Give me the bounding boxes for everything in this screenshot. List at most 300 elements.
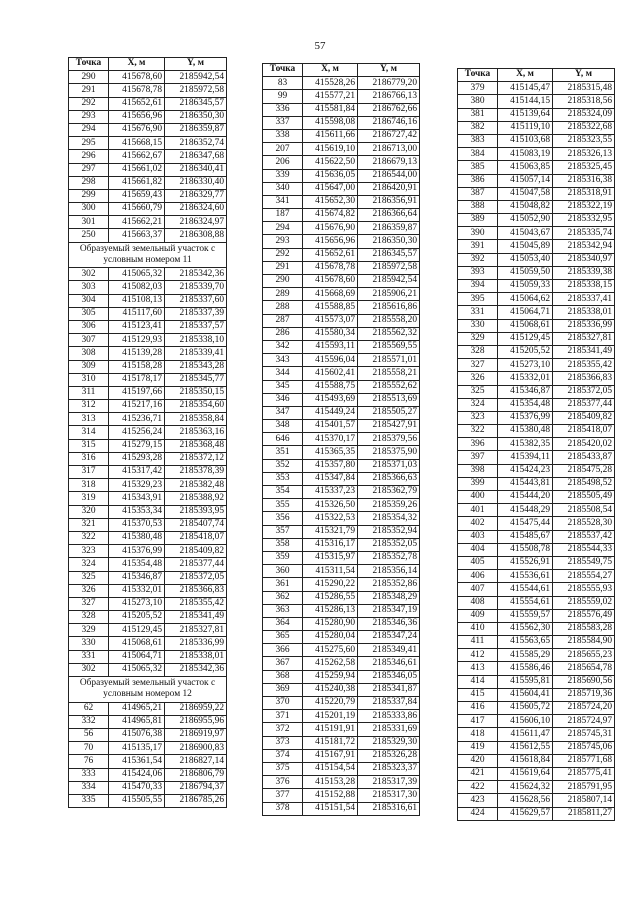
x-cell: 415559,57 bbox=[498, 609, 553, 622]
table-row bbox=[69, 189, 227, 202]
y-cell: 2185372,12 bbox=[165, 452, 227, 465]
table-row bbox=[263, 789, 420, 802]
point-cell: 335 bbox=[69, 794, 109, 807]
table-row bbox=[458, 280, 615, 293]
point-cell: 424 bbox=[458, 807, 498, 820]
point-cell: 306 bbox=[69, 320, 109, 333]
x-cell: 415659,43 bbox=[109, 189, 165, 202]
table-row bbox=[69, 307, 227, 320]
y-cell: 2185332,95 bbox=[553, 214, 615, 227]
y-cell: 2186352,74 bbox=[165, 137, 227, 150]
x-cell: 415593,11 bbox=[303, 340, 358, 353]
x-cell: 415220,79 bbox=[303, 697, 358, 710]
table-row bbox=[69, 281, 227, 294]
x-cell: 415365,35 bbox=[303, 446, 358, 459]
table-row bbox=[263, 762, 420, 775]
point-cell: 302 bbox=[69, 663, 109, 676]
table-row bbox=[458, 134, 615, 147]
table-row bbox=[263, 327, 420, 340]
table-row bbox=[263, 209, 420, 222]
x-cell: 415286,13 bbox=[303, 604, 358, 617]
y-cell: 2185340,97 bbox=[553, 253, 615, 266]
x-cell: 415554,61 bbox=[498, 596, 553, 609]
table-row bbox=[69, 268, 227, 281]
point-cell: 378 bbox=[263, 802, 303, 815]
point-cell: 329 bbox=[69, 624, 109, 637]
table-row bbox=[458, 702, 615, 715]
y-cell: 2185654,78 bbox=[553, 662, 615, 675]
point-cell: 207 bbox=[263, 143, 303, 156]
table-row bbox=[263, 486, 420, 499]
y-cell: 2185724,97 bbox=[553, 715, 615, 728]
point-cell: 405 bbox=[458, 556, 498, 569]
table-row bbox=[263, 406, 420, 419]
y-cell: 2186345,57 bbox=[165, 97, 227, 110]
x-cell: 415563,65 bbox=[498, 636, 553, 649]
y-cell: 2185316,61 bbox=[358, 802, 420, 815]
x-cell: 415347,84 bbox=[303, 472, 358, 485]
y-cell: 2185513,69 bbox=[358, 393, 420, 406]
x-cell: 415394,11 bbox=[498, 451, 553, 464]
table-row bbox=[69, 781, 227, 794]
point-cell: 328 bbox=[69, 611, 109, 624]
point-cell: 361 bbox=[263, 578, 303, 591]
table-row bbox=[263, 314, 420, 327]
y-cell: 2185379,56 bbox=[358, 433, 420, 446]
point-cell: 381 bbox=[458, 108, 498, 121]
section-heading-row bbox=[69, 242, 227, 268]
point-cell: 359 bbox=[263, 551, 303, 564]
table-row bbox=[458, 754, 615, 767]
y-cell: 2185348,29 bbox=[358, 591, 420, 604]
y-cell: 2185368,48 bbox=[165, 439, 227, 452]
table-row bbox=[69, 715, 227, 728]
x-cell: 415317,42 bbox=[109, 466, 165, 479]
x-cell: 415624,32 bbox=[498, 781, 553, 794]
x-cell: 415544,61 bbox=[498, 583, 553, 596]
y-cell: 2186329,77 bbox=[165, 189, 227, 202]
y-cell: 2185558,20 bbox=[358, 314, 420, 327]
x-cell: 415064,71 bbox=[498, 306, 553, 319]
table-row bbox=[263, 657, 420, 670]
table-row bbox=[69, 229, 227, 242]
x-cell: 415470,33 bbox=[109, 781, 165, 794]
y-cell: 2185341,49 bbox=[165, 611, 227, 624]
table-row bbox=[458, 95, 615, 108]
header-x: X, м bbox=[109, 58, 165, 71]
y-cell: 2185807,14 bbox=[553, 794, 615, 807]
table-row bbox=[458, 767, 615, 780]
table-row bbox=[69, 650, 227, 663]
header-point: Точка bbox=[69, 58, 109, 71]
x-cell: 415586,46 bbox=[498, 662, 553, 675]
point-cell: 348 bbox=[263, 420, 303, 433]
point-cell: 323 bbox=[69, 545, 109, 558]
y-cell: 2185352,86 bbox=[358, 578, 420, 591]
table-row bbox=[69, 137, 227, 150]
point-cell: 325 bbox=[458, 385, 498, 398]
point-cell: 299 bbox=[69, 189, 109, 202]
y-cell: 2185377,44 bbox=[165, 558, 227, 571]
point-cell: 376 bbox=[263, 776, 303, 789]
x-cell: 415652,61 bbox=[109, 97, 165, 110]
x-cell: 415662,67 bbox=[109, 150, 165, 163]
table-row bbox=[69, 413, 227, 426]
x-cell: 415052,90 bbox=[498, 214, 553, 227]
y-cell: 2185505,49 bbox=[553, 491, 615, 504]
point-cell: 377 bbox=[263, 789, 303, 802]
x-cell: 415045,89 bbox=[498, 240, 553, 253]
x-cell: 415353,34 bbox=[109, 505, 165, 518]
x-cell: 415064,62 bbox=[498, 293, 553, 306]
table-row bbox=[69, 505, 227, 518]
point-cell: 319 bbox=[69, 492, 109, 505]
point-cell: 187 bbox=[263, 209, 303, 222]
y-cell: 2185317,39 bbox=[358, 776, 420, 789]
y-cell: 2185972,58 bbox=[358, 261, 420, 274]
table-row bbox=[263, 525, 420, 538]
point-cell: 320 bbox=[69, 505, 109, 518]
table-row bbox=[458, 807, 615, 820]
point-cell: 407 bbox=[458, 583, 498, 596]
y-cell: 2185337,57 bbox=[165, 320, 227, 333]
point-cell: 328 bbox=[458, 345, 498, 358]
x-cell: 415152,88 bbox=[303, 789, 358, 802]
x-cell: 415668,15 bbox=[109, 137, 165, 150]
y-cell: 2185655,23 bbox=[553, 649, 615, 662]
y-cell: 2185323,37 bbox=[358, 762, 420, 775]
header-y: Y, м bbox=[165, 58, 227, 71]
y-cell: 2186727,42 bbox=[358, 129, 420, 142]
x-cell: 415401,57 bbox=[303, 420, 358, 433]
x-cell: 415573,07 bbox=[303, 314, 358, 327]
table-row bbox=[263, 551, 420, 564]
table-row bbox=[263, 776, 420, 789]
point-cell: 379 bbox=[458, 82, 498, 95]
x-cell: 415191,91 bbox=[303, 723, 358, 736]
table-row bbox=[69, 624, 227, 637]
point-cell: 406 bbox=[458, 570, 498, 583]
y-cell: 2185347,24 bbox=[358, 631, 420, 644]
table-row bbox=[69, 597, 227, 610]
table-row bbox=[458, 530, 615, 543]
point-cell: 76 bbox=[69, 755, 109, 768]
table-row bbox=[263, 288, 420, 301]
table-row bbox=[69, 755, 227, 768]
point-cell: 412 bbox=[458, 649, 498, 662]
x-cell: 415656,96 bbox=[109, 110, 165, 123]
table-row bbox=[263, 301, 420, 314]
table-row bbox=[458, 332, 615, 345]
table-row bbox=[263, 723, 420, 736]
point-cell: 288 bbox=[263, 301, 303, 314]
y-cell: 2186779,20 bbox=[358, 77, 420, 90]
x-cell: 415275,60 bbox=[303, 644, 358, 657]
x-cell: 415618,84 bbox=[498, 754, 553, 767]
x-cell: 415528,26 bbox=[303, 77, 358, 90]
table-row bbox=[458, 240, 615, 253]
point-cell: 294 bbox=[263, 222, 303, 235]
table-row bbox=[458, 121, 615, 134]
point-cell: 292 bbox=[263, 248, 303, 261]
y-cell: 2185906,21 bbox=[358, 288, 420, 301]
y-cell: 2185342,94 bbox=[553, 240, 615, 253]
table-row bbox=[69, 320, 227, 333]
point-cell: 293 bbox=[263, 235, 303, 248]
point-cell: 416 bbox=[458, 702, 498, 715]
y-cell: 2185346,05 bbox=[358, 670, 420, 683]
table-row bbox=[263, 77, 420, 90]
table-row bbox=[263, 116, 420, 129]
point-cell: 352 bbox=[263, 459, 303, 472]
y-cell: 2185337,60 bbox=[165, 294, 227, 307]
point-cell: 290 bbox=[263, 275, 303, 288]
x-cell: 415286,55 bbox=[303, 591, 358, 604]
table-row bbox=[458, 253, 615, 266]
y-cell: 2185505,27 bbox=[358, 406, 420, 419]
point-cell: 393 bbox=[458, 266, 498, 279]
table-row bbox=[263, 670, 420, 683]
x-cell: 415273,10 bbox=[498, 359, 553, 372]
header-x: X, м bbox=[498, 69, 553, 82]
table-row bbox=[263, 433, 420, 446]
page-number: 57 bbox=[314, 40, 326, 52]
y-cell: 2186785,26 bbox=[165, 794, 227, 807]
x-cell: 415144,15 bbox=[498, 95, 553, 108]
point-cell: 329 bbox=[458, 332, 498, 345]
coordinates-table-right bbox=[457, 68, 615, 821]
x-cell: 415443,81 bbox=[498, 477, 553, 490]
y-cell: 2185354,60 bbox=[165, 400, 227, 413]
y-cell: 2185336,99 bbox=[165, 637, 227, 650]
coordinates-table-middle bbox=[262, 63, 420, 816]
point-cell: 293 bbox=[69, 110, 109, 123]
y-cell: 2185562,32 bbox=[358, 327, 420, 340]
x-cell: 415178,17 bbox=[109, 373, 165, 386]
y-cell: 2185418,07 bbox=[553, 425, 615, 438]
table-row bbox=[69, 492, 227, 505]
point-cell: 309 bbox=[69, 360, 109, 373]
point-cell: 327 bbox=[458, 359, 498, 372]
point-cell: 286 bbox=[263, 327, 303, 340]
x-cell: 415493,69 bbox=[303, 393, 358, 406]
x-cell: 415656,96 bbox=[303, 235, 358, 248]
point-cell: 326 bbox=[458, 372, 498, 385]
point-cell: 394 bbox=[458, 280, 498, 293]
table-row bbox=[458, 385, 615, 398]
table-row bbox=[458, 306, 615, 319]
table-row bbox=[458, 781, 615, 794]
y-cell: 2186330,40 bbox=[165, 176, 227, 189]
point-cell: 421 bbox=[458, 767, 498, 780]
point-cell: 409 bbox=[458, 609, 498, 622]
point-cell: 316 bbox=[69, 452, 109, 465]
x-cell: 415068,61 bbox=[109, 637, 165, 650]
y-cell: 2185378,39 bbox=[165, 466, 227, 479]
table-row bbox=[263, 749, 420, 762]
x-cell: 415064,71 bbox=[109, 650, 165, 663]
y-cell: 2185324,09 bbox=[553, 108, 615, 121]
y-cell: 2185363,16 bbox=[165, 426, 227, 439]
y-cell: 2185317,30 bbox=[358, 789, 420, 802]
y-cell: 2185372,05 bbox=[165, 571, 227, 584]
point-cell: 422 bbox=[458, 781, 498, 794]
y-cell: 2185352,05 bbox=[358, 538, 420, 551]
point-cell: 398 bbox=[458, 464, 498, 477]
x-cell: 415536,61 bbox=[498, 570, 553, 583]
point-cell: 364 bbox=[263, 617, 303, 630]
x-cell: 415424,06 bbox=[109, 768, 165, 781]
point-cell: 375 bbox=[263, 762, 303, 775]
x-cell: 415315,97 bbox=[303, 551, 358, 564]
y-cell: 2185420,02 bbox=[553, 438, 615, 451]
point-cell: 408 bbox=[458, 596, 498, 609]
table-header-row bbox=[69, 58, 227, 71]
point-cell: 303 bbox=[69, 281, 109, 294]
y-cell: 2186308,88 bbox=[165, 229, 227, 242]
y-cell: 2186350,30 bbox=[165, 110, 227, 123]
table-row bbox=[69, 452, 227, 465]
x-cell: 415647,00 bbox=[303, 182, 358, 195]
table-row bbox=[458, 411, 615, 424]
table-row bbox=[263, 499, 420, 512]
table-row bbox=[263, 129, 420, 142]
point-cell: 411 bbox=[458, 636, 498, 649]
x-cell: 415236,71 bbox=[109, 413, 165, 426]
point-cell: 417 bbox=[458, 715, 498, 728]
point-cell: 386 bbox=[458, 174, 498, 187]
y-cell: 2185339,41 bbox=[165, 347, 227, 360]
x-cell: 415129,93 bbox=[109, 334, 165, 347]
x-cell: 415424,23 bbox=[498, 464, 553, 477]
x-cell: 414965,81 bbox=[109, 715, 165, 728]
table-row bbox=[69, 663, 227, 676]
point-cell: 410 bbox=[458, 622, 498, 635]
y-cell: 2185350,15 bbox=[165, 386, 227, 399]
y-cell: 2185576,49 bbox=[553, 609, 615, 622]
table-row bbox=[263, 578, 420, 591]
y-cell: 2185433,87 bbox=[553, 451, 615, 464]
y-cell: 2185322,19 bbox=[553, 200, 615, 213]
table-row bbox=[458, 570, 615, 583]
y-cell: 2185558,21 bbox=[358, 367, 420, 380]
y-cell: 2185409,82 bbox=[165, 545, 227, 558]
table-row bbox=[458, 345, 615, 358]
table-row bbox=[69, 728, 227, 741]
table-row bbox=[458, 649, 615, 662]
table-row bbox=[458, 609, 615, 622]
table-row bbox=[458, 741, 615, 754]
x-cell: 415290,22 bbox=[303, 578, 358, 591]
point-cell: 292 bbox=[69, 97, 109, 110]
y-cell: 2185388,92 bbox=[165, 492, 227, 505]
y-cell: 2185544,33 bbox=[553, 543, 615, 556]
table-header-row bbox=[458, 69, 615, 82]
point-cell: 339 bbox=[263, 169, 303, 182]
table-row bbox=[69, 216, 227, 229]
y-cell: 2185325,45 bbox=[553, 161, 615, 174]
x-cell: 415082,03 bbox=[109, 281, 165, 294]
x-cell: 415577,21 bbox=[303, 90, 358, 103]
table-row bbox=[263, 591, 420, 604]
y-cell: 2185316,38 bbox=[553, 174, 615, 187]
point-cell: 312 bbox=[69, 400, 109, 413]
table-row bbox=[69, 203, 227, 216]
table-row bbox=[458, 662, 615, 675]
y-cell: 2185337,41 bbox=[553, 293, 615, 306]
table-row bbox=[69, 531, 227, 544]
point-cell: 287 bbox=[263, 314, 303, 327]
point-cell: 206 bbox=[263, 156, 303, 169]
x-cell: 415629,57 bbox=[498, 807, 553, 820]
x-cell: 415280,90 bbox=[303, 617, 358, 630]
point-cell: 367 bbox=[263, 657, 303, 670]
table-row bbox=[263, 459, 420, 472]
y-cell: 2185359,26 bbox=[358, 499, 420, 512]
x-cell: 415346,87 bbox=[109, 571, 165, 584]
y-cell: 2185342,36 bbox=[165, 268, 227, 281]
x-cell: 415139,64 bbox=[498, 108, 553, 121]
y-cell: 2186345,57 bbox=[358, 248, 420, 261]
point-cell: 62 bbox=[69, 702, 109, 715]
point-cell: 392 bbox=[458, 253, 498, 266]
x-cell: 415262,58 bbox=[303, 657, 358, 670]
point-cell: 307 bbox=[69, 334, 109, 347]
point-cell: 423 bbox=[458, 794, 498, 807]
y-cell: 2185559,02 bbox=[553, 596, 615, 609]
point-cell: 291 bbox=[69, 84, 109, 97]
x-cell: 415663,37 bbox=[109, 229, 165, 242]
x-cell: 415357,80 bbox=[303, 459, 358, 472]
table-row bbox=[69, 426, 227, 439]
x-cell: 415619,10 bbox=[303, 143, 358, 156]
x-cell: 415256,24 bbox=[109, 426, 165, 439]
y-cell: 2185409,82 bbox=[553, 411, 615, 424]
x-cell: 415612,55 bbox=[498, 741, 553, 754]
y-cell: 2185338,01 bbox=[553, 306, 615, 319]
table-row bbox=[458, 451, 615, 464]
y-cell: 2185355,42 bbox=[165, 597, 227, 610]
x-cell: 415581,84 bbox=[303, 103, 358, 116]
point-cell: 308 bbox=[69, 347, 109, 360]
y-cell: 2185339,70 bbox=[165, 281, 227, 294]
x-cell: 415598,08 bbox=[303, 116, 358, 129]
x-cell: 415588,75 bbox=[303, 380, 358, 393]
y-cell: 2186827,14 bbox=[165, 755, 227, 768]
point-cell: 304 bbox=[69, 294, 109, 307]
point-cell: 330 bbox=[458, 319, 498, 332]
y-cell: 2185352,78 bbox=[358, 551, 420, 564]
y-cell: 2185366,83 bbox=[553, 372, 615, 385]
table-row bbox=[263, 538, 420, 551]
table-row bbox=[458, 504, 615, 517]
point-cell: 395 bbox=[458, 293, 498, 306]
x-cell: 415316,17 bbox=[303, 538, 358, 551]
table-row bbox=[458, 108, 615, 121]
table-row bbox=[69, 110, 227, 123]
table-row bbox=[263, 169, 420, 182]
x-cell: 415628,56 bbox=[498, 794, 553, 807]
coordinates-table-left bbox=[68, 57, 227, 808]
y-cell: 2186806,79 bbox=[165, 768, 227, 781]
point-cell: 323 bbox=[458, 411, 498, 424]
table-row bbox=[263, 235, 420, 248]
table-row bbox=[69, 571, 227, 584]
point-cell: 368 bbox=[263, 670, 303, 683]
table-row bbox=[458, 583, 615, 596]
point-cell: 291 bbox=[263, 261, 303, 274]
point-cell: 330 bbox=[69, 637, 109, 650]
